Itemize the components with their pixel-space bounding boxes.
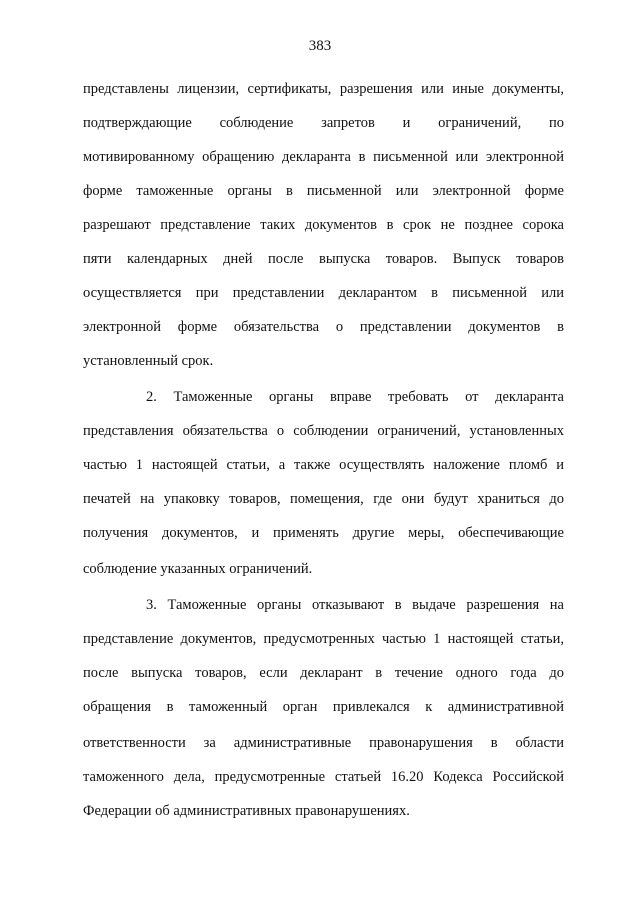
text-line: обращения в таможенный орган привлекался к административной xyxy=(83,699,564,715)
text-line: электронной форме обязательства о представлении документов в xyxy=(83,319,564,335)
text-line: после выпуска товаров, если декларант в течение одного года до xyxy=(83,665,564,681)
text-line: печатей на упаковку товаров, помещения, где они будут храниться до xyxy=(83,491,564,507)
text-line: подтверждающие соблюдение запретов и ограничений, по xyxy=(83,115,564,131)
text-line: представления обязательства о соблюдении ограничений, установленных xyxy=(83,423,564,439)
text-line: форме таможенные органы в письменной или электронной форме xyxy=(83,183,564,199)
text-line: пяти календарных дней после выпуска товаров. Выпуск товаров xyxy=(83,251,564,267)
text-line: мотивированному обращению декларанта в письменной или электронной xyxy=(83,149,564,165)
text-line: 3. Таможенные органы отказывают в выдаче разрешения на xyxy=(146,597,564,613)
text-line: представление документов, предусмотренных частью 1 настоящей статьи, xyxy=(83,631,564,647)
text-line: установленный срок. xyxy=(83,353,214,369)
text-line: таможенного дела, предусмотренные статьей 16.20 Кодекса Российской xyxy=(83,769,564,785)
text-line: соблюдение указанных ограничений. xyxy=(83,561,313,577)
text-line: получения документов, и применять другие меры, обеспечивающие xyxy=(83,525,564,541)
text-line: 2. Таможенные органы вправе требовать от декларанта xyxy=(146,389,564,405)
text-line: ответственности за административные правонарушения в области xyxy=(83,735,564,751)
text-line: осуществляется при представлении декларантом в письменной или xyxy=(83,285,564,301)
text-line: представлены лицензии, сертификаты, разрешения или иные документы, xyxy=(83,81,564,97)
text-line: частью 1 настоящей статьи, а также осуществлять наложение пломб и xyxy=(83,457,564,473)
text-line: разрешают представление таких документов в срок не позднее сорока xyxy=(83,217,564,233)
text-line: Федерации об административных правонарушениях. xyxy=(83,803,410,819)
page-number: 383 xyxy=(308,38,332,54)
